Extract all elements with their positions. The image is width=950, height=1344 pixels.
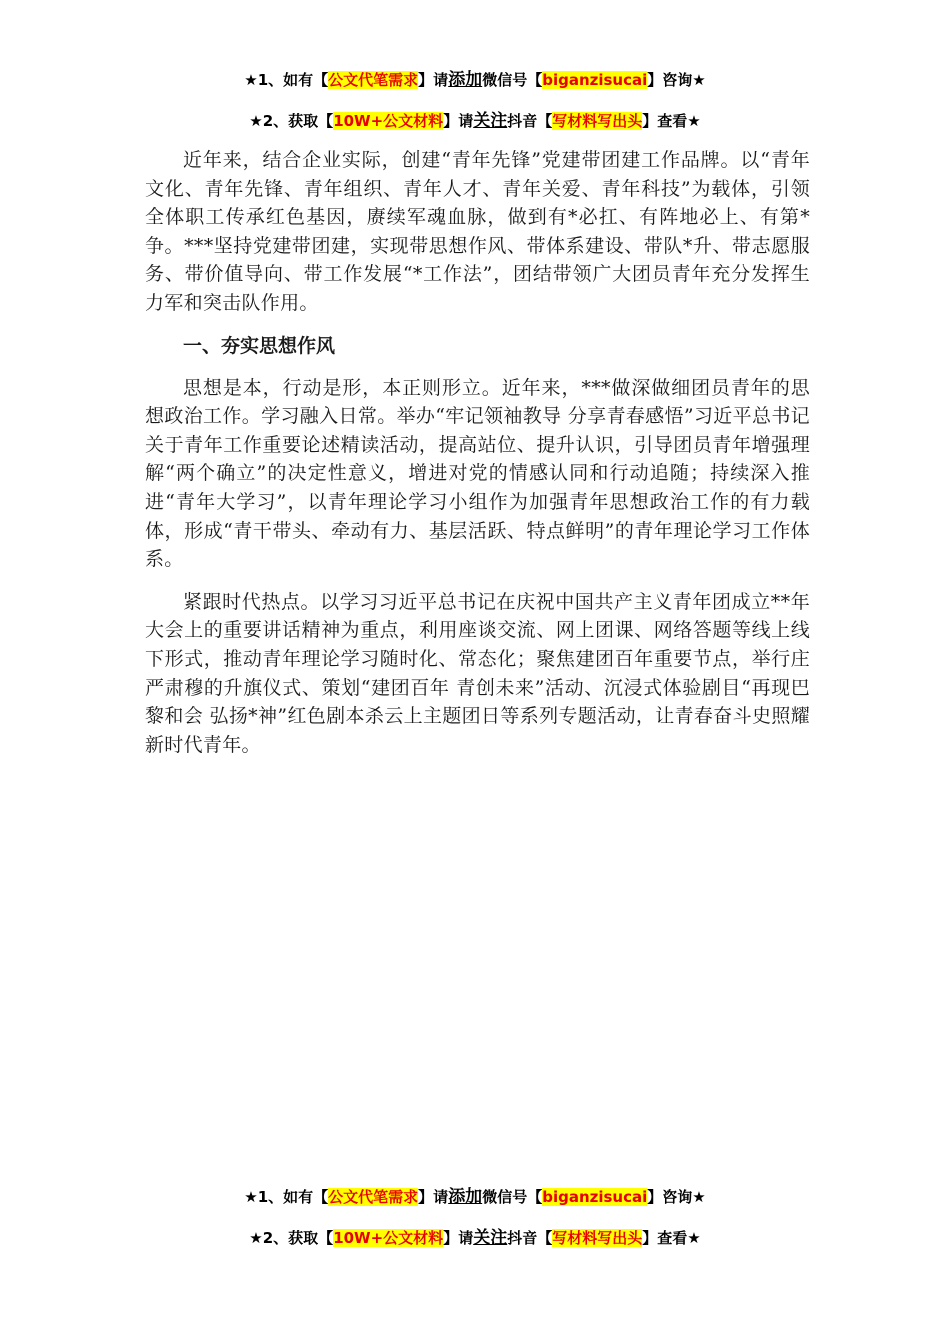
banner-suffix: 】查看★ [642,112,701,130]
banner-underline: 添加 [448,1187,483,1207]
banner-underline: 关注 [473,111,508,131]
banner-prefix: ★2、获取【 [249,1229,334,1247]
paragraph-thought: 思想是本，行动是形，本正则形立。近年来，***做深做细团员青年的思想政治工作。学习融入日常。举办“牢记领袖教导 分享青春感悟”习近平总书记关于青年工作重要论述精读活动，提高站位、提升认识，引导团员青年增强理解“两个确立”的决定性意义，增进对党的情感认同和行动追随；持续深入推进“青年大学习”，以青年理论学习小组作为加强青年思想政治工作的有力载体，形成“青干带头、牵动有力、基层活跃、特点鲜明”的青年理论学习工作体系。 [145,376,810,571]
top-banner-line-2 [0,110,950,132]
paragraph-hotspot: 紧跟时代热点。以学习习近平总书记在庆祝中国共产主义青年团成立**年大会上的重要讲话精神为重点，利用座谈交流、网上团课、网络答题等线上线下形式，推动青年理论学习随时化、常态化；聚焦建团百年重要节点，举行庄严肃穆的升旗仪式、策划“建团百年 青创未来”活动、沉浸式体验剧目“再现巴黎和会 弘扬*神”红色剧本杀云上主题团日等系列专题活动，让青春奋斗史照耀新时代青年。 [145,590,810,756]
banner-text: 微信号【 [482,71,543,89]
banner-prefix: ★2、获取【 [249,112,334,130]
banner-underline: 关注 [473,1228,508,1248]
document-body [145,146,810,773]
banner-text: 抖音【 [507,1229,553,1247]
banner-prefix: ★1、如有【 [244,1188,329,1206]
banner-highlight: biganzisucai [542,1188,648,1206]
banner-suffix: 】咨询★ [647,1188,706,1206]
banner-highlight: 写材料写出头 [552,112,643,130]
banner-highlight: biganzisucai [542,71,648,89]
banner-suffix: 】查看★ [642,1229,701,1247]
banner-text: 】请 [443,112,474,130]
banner-highlight: 10W+公文材料 [333,112,444,130]
banner-text: 】请 [418,1188,449,1206]
banner-text: 微信号【 [482,1188,543,1206]
banner-highlight: 写材料写出头 [552,1229,643,1247]
banner-text: 】请 [443,1229,474,1247]
banner-suffix: 】咨询★ [647,71,706,89]
banner-highlight: 公文代笔需求 [328,71,419,89]
banner-prefix: ★1、如有【 [244,71,329,89]
bottom-banner-line-1 [0,1186,950,1208]
banner-highlight: 10W+公文材料 [333,1229,444,1247]
section-heading: 一、夯实思想作风 [183,334,336,357]
paragraph-intro: 近年来，结合企业实际，创建“青年先锋”党建带团建工作品牌。以“青年文化、青年先锋、青年组织、青年人才、青年关爱、青年科技”为载体，引领全体职工传承红色基因，赓续军魂血脉，做到有*必扛、有阵地必上、有第*争。***坚持党建带团建，实现带思想作风、带体系建设、带队*升、带志愿服务、带价值导向、带工作发展“*工作法”，团结带领广大团员青年充分发挥生力军和突击队作用。 [145,149,810,314]
bottom-banner-line-2 [0,1227,950,1249]
banner-underline: 添加 [448,70,483,90]
banner-text: 抖音【 [507,112,553,130]
banner-text: 】请 [418,71,449,89]
banner-highlight: 公文代笔需求 [328,1188,419,1206]
top-banner-line-1 [0,69,950,91]
